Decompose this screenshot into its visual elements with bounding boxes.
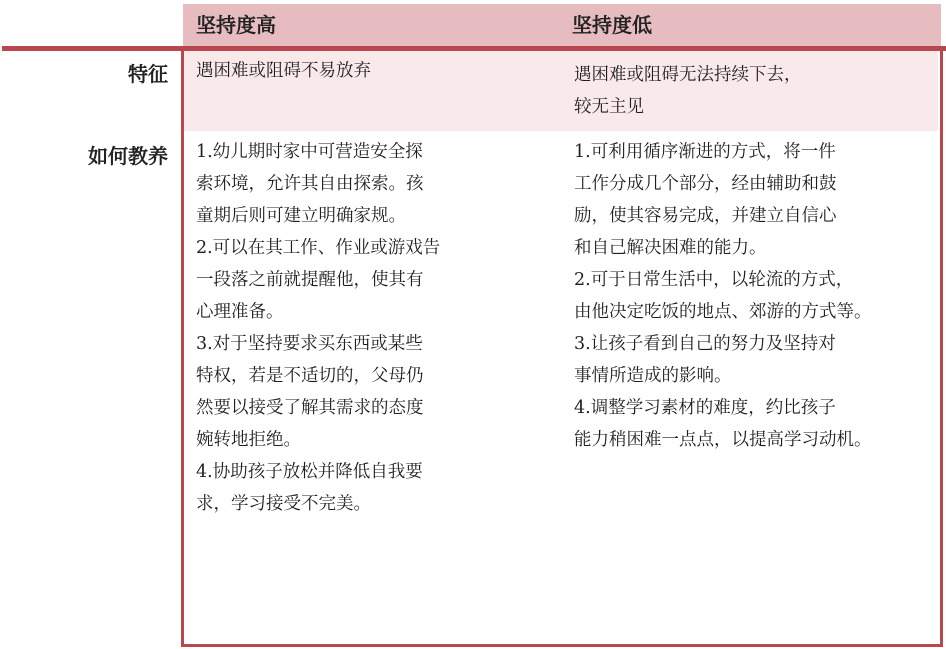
parenting-low-cell xyxy=(574,136,872,456)
parenting-high-line: 4.协助孩子放松并降低自我要 xyxy=(196,462,423,482)
parenting-low-line: 2.可于日常生活中，以轮流的方式， xyxy=(574,270,854,290)
column-header-high: 坚持度高 xyxy=(196,13,276,37)
parenting-high-line: 心理准备。 xyxy=(196,302,284,322)
parenting-high-line: 一段落之前就提醒他，使其有 xyxy=(196,270,424,290)
parenting-high-line: 然要以接受了解其需求的态度 xyxy=(196,398,424,418)
feature-high-line: 遇困难或阻碍不易放弃 xyxy=(196,61,371,81)
parenting-low-line: 由他决定吃饭的地点、郊游的方式等。 xyxy=(574,302,872,322)
parenting-low-line: 4.调整学习素材的难度，约比孩子 xyxy=(574,398,836,418)
parenting-low-line: 能力稍困难一点点，以提高学习动机。 xyxy=(574,430,872,450)
parenting-low-line: 工作分成几个部分，经由辅助和鼓 xyxy=(574,174,837,194)
parenting-high-line: 3.对于坚持要求买东西或某些 xyxy=(196,334,423,354)
column-header-low: 坚持度低 xyxy=(572,13,652,37)
parenting-high-line: 特权，若是不适切的，父母仍 xyxy=(196,366,424,386)
parenting-high-line: 婉转地拒绝。 xyxy=(196,430,301,450)
feature-high-cell xyxy=(196,55,371,87)
parenting-high-line: 童期后则可建立明确家规。 xyxy=(196,206,406,226)
parenting-low-line: 3.让孩子看到自己的努力及坚持对 xyxy=(574,334,836,354)
feature-low-line: 较无主见 xyxy=(574,97,644,117)
header-band xyxy=(183,4,941,46)
parenting-high-line: 求，学习接受不完美。 xyxy=(196,494,371,514)
parenting-low-line: 励，使其容易完成，并建立自信心 xyxy=(574,206,837,226)
row-label-feature: 特征 xyxy=(128,62,168,86)
parenting-low-line: 1.可利用循序渐进的方式，将一件 xyxy=(574,142,836,162)
parenting-high-line: 1.幼儿期时家中可营造安全探 xyxy=(196,142,423,162)
feature-low-line: 遇困难或阻碍无法持续下去， xyxy=(574,65,802,85)
row-label-parenting: 如何教养 xyxy=(88,144,168,168)
parenting-low-line: 和自己解决困难的能力。 xyxy=(574,238,767,258)
parenting-low-line: 事情所造成的影响。 xyxy=(574,366,732,386)
feature-low-cell xyxy=(574,59,802,123)
parenting-high-line: 索环境，允许其自由探索。孩 xyxy=(196,174,424,194)
parenting-high-cell xyxy=(196,136,440,520)
parenting-high-line: 2.可以在其工作、作业或游戏告 xyxy=(196,238,441,258)
